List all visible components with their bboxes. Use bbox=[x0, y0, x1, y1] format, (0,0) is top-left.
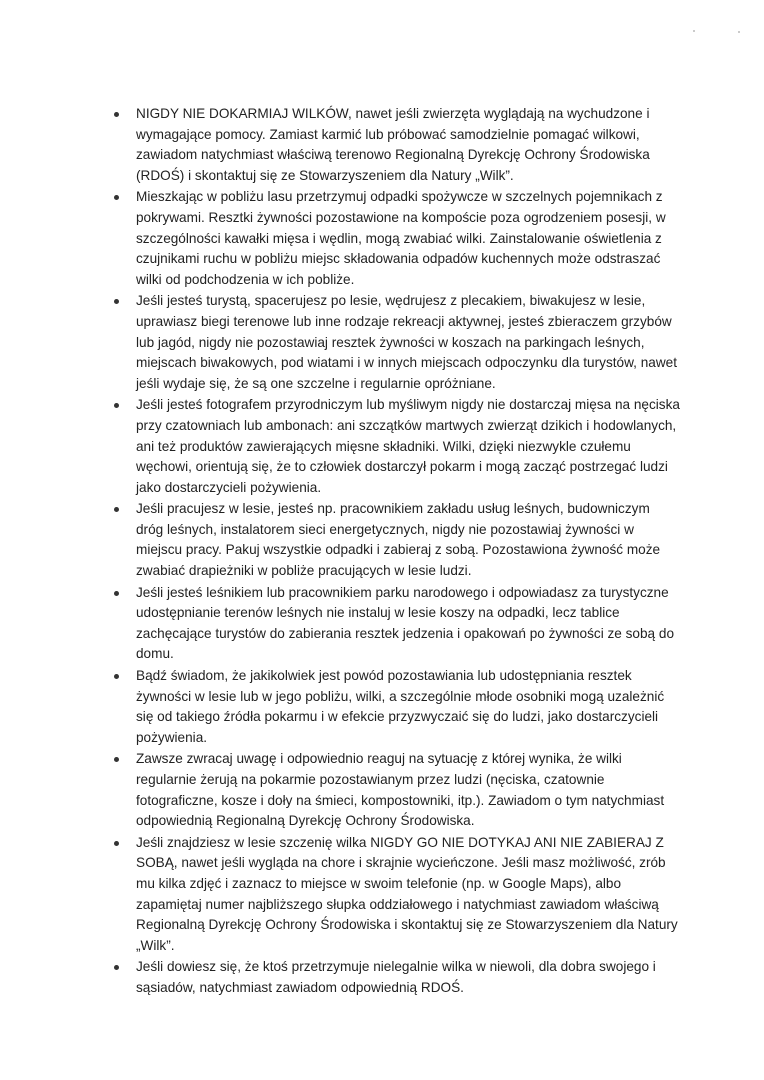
list-item-text: Jeśli dowiesz się, że ktoś przetrzymuje nielegalnie wilka w niewoli, dla dobra swojego i sąsiadów, natychmiast zawiadom odpowiednią RDOŚ. bbox=[136, 959, 656, 995]
bullet-icon bbox=[114, 299, 119, 304]
list-item-text: Mieszkając w pobliżu lasu przetrzymuj odpadki spożywcze w szczelnych pojemnikach z pokrywami. Resztki żywności pozostawione na kompoście poza ogrodzeniem posesji, w szczególności kawałki mięsa i wędlin, mogą zwabiać wilki. Zainstalowanie oświetlenia z czujnikami ruchu w pobliżu miejsc składowania odpadów kuchennych może odstraszać wilki od podchodzenia w ich pobliże. bbox=[136, 189, 666, 287]
list-item bbox=[100, 583, 680, 665]
list-item-text: Zawsze zwracaj uwagę i odpowiednio reaguj na sytuację z której wynika, że wilki regularnie żerują na pokarmie pozostawianym przez ludzi (nęciska, czatownie fotograficzne, kosze i doły na śmieci, kompostowniki, itp.). Zawiadom o tym natychmiast odpowiednią Regionalną Dyrekcję Ochrony Środowiska. bbox=[136, 751, 665, 829]
list-item bbox=[100, 957, 680, 998]
list-item-text: NIGDY NIE DOKARMIAJ WILKÓW, nawet jeśli zwierzęta wyglądają na wychudzone i wymagające pomocy. Zamiast karmić lub próbować samodzielnie pomagać wilkowi, zawiadom natychmiast właściwą terenowo Regionalną Dyrekcję Ochrony Środowiska (RDOŚ) i skontaktuj się ze Stowarzyszeniem dla Natury „Wilk”. bbox=[136, 106, 650, 183]
bullet-icon bbox=[114, 674, 119, 679]
list-item bbox=[100, 187, 680, 290]
list-item bbox=[100, 499, 680, 581]
list-item-text: Jeśli jesteś leśnikiem lub pracownikiem parku narodowego i odpowiadasz za turystyczne udostępnianie terenów leśnych nie instaluj w lesie koszy na odpadki, lecz tablice zachęcające turystów do zabierania resztek jedzenia i opakowań po żywności ze sobą do domu. bbox=[136, 584, 675, 662]
list-item bbox=[100, 749, 680, 831]
list-item-text: Jeśli znajdziesz w lesie szczenię wilka NIGDY GO NIE DOTYKAJ ANI NIE ZABIERAJ Z SOBĄ, nawet jeśli wygląda na chore i skrajnie wycieńczone. Jeśli masz możliwość, zrób mu kilka zdjęć i zaznacz to miejsce w swoim telefonie (np. w Google Maps), albo zapamiętaj numer najbliższego słupka oddziałowego i natychmiast zawiadom właściwą Regionalną Dyrekcję Ochrony Środowiska i skontaktuj się ze Stowarzyszeniem dla Natury „Wilk”. bbox=[136, 834, 678, 953]
bullet-icon bbox=[114, 112, 119, 117]
list-item bbox=[100, 104, 680, 186]
bullet-icon bbox=[114, 591, 119, 596]
list-item-text: Jeśli jesteś turystą, spacerujesz po lesie, wędrujesz z plecakiem, biwakujesz w lesie, uprawiasz biegi terenowe lub inne rodzaje rekreacji aktywnej, jesteś zbieraczem grzybów lub jagód, nigdy nie pozostawiaj resztek żywności w koszach na parkingach leśnych, miejscach biwakowych, pod wiatami i w innych miejscach odpoczynku dla turystów, nawet jeśli wydaje się, że są one szczelne i regularnie opróżniane. bbox=[136, 293, 677, 391]
scan-speck bbox=[693, 30, 695, 32]
list-item bbox=[100, 833, 680, 957]
guidelines-list bbox=[100, 104, 680, 1000]
scan-speck bbox=[738, 31, 740, 33]
list-item bbox=[100, 666, 680, 748]
bullet-icon bbox=[114, 403, 119, 408]
list-item-text: Jeśli pracujesz w lesie, jesteś np. pracownikiem zakładu usług leśnych, budowniczym dróg leśnych, instalatorem sieci energetycznych, nigdy nie pozostawiaj żywności w miejscu pracy. Pakuj wszystkie odpadki i zabieraj z sobą. Pozostawiona żywność może zwabiać drapieżniki w pobliże pracujących w lesie ludzi. bbox=[136, 501, 661, 579]
bullet-icon bbox=[114, 757, 119, 762]
bullet-icon bbox=[114, 965, 119, 970]
bullet-icon bbox=[114, 507, 119, 512]
list-item bbox=[100, 291, 680, 394]
list-item bbox=[100, 395, 680, 498]
list-item-text: Bądź świadom, że jakikolwiek jest powód pozostawiania lub udostępniania resztek żywności w lesie lub w jego pobliżu, wilki, a szczególnie młode osobniki mogą uzależnić się od takiego źródła pokarmu i w efekcie przyzwyczaić się do ludzi, jako dostarczycieli pożywienia. bbox=[136, 668, 665, 745]
bullet-icon bbox=[114, 841, 119, 846]
bullet-icon bbox=[114, 195, 119, 200]
list-item-text: Jeśli jesteś fotografem przyrodniczym lub myśliwym nigdy nie dostarczaj mięsa na nęciska przy czatowniach lub ambonach: ani szczątków martwych zwierząt dzikich i hodowlanych, ani też produktów zawierających mięsne składniki. Wilki, dzięki niezwykle czułemu węchowi, orientują się, że to człowiek dostarczył pokarm i mogą zacząć postrzegać ludzi jako dostarczycieli pożywienia. bbox=[136, 397, 680, 495]
